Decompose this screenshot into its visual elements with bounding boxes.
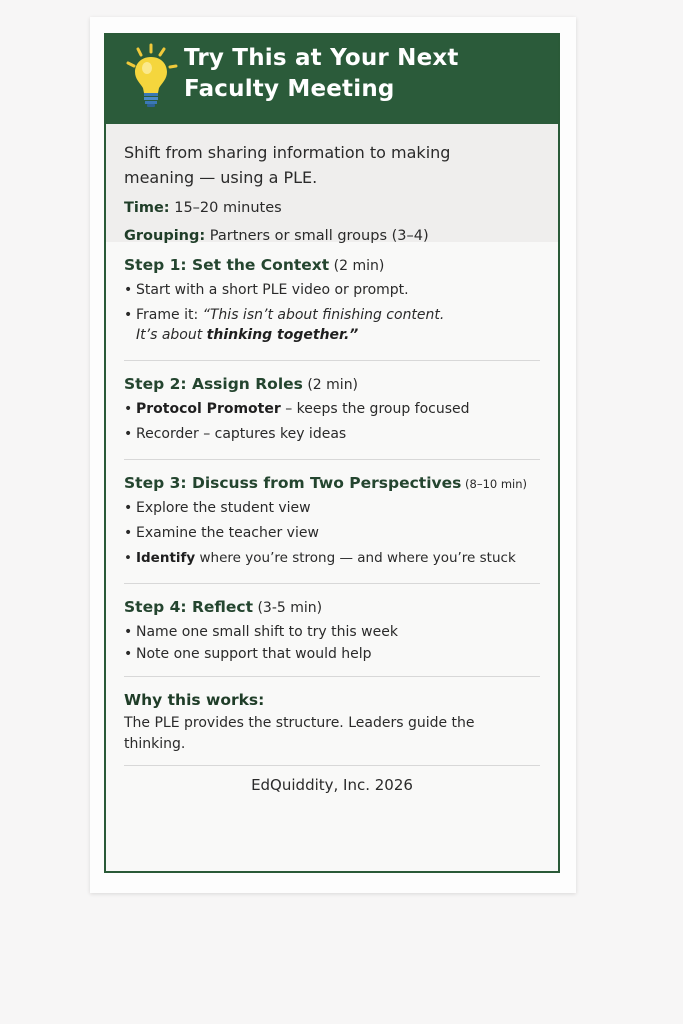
step-2-bullet-2: • Recorder – captures key ideas <box>124 424 540 444</box>
frame-quote-2b: thinking together.” <box>206 327 359 343</box>
title-line-1: Try This at Your Next <box>184 45 459 71</box>
step-1-bullet-2 <box>124 305 540 345</box>
step-1-heading: Step 1: Set the Context <box>124 256 330 274</box>
why-section <box>124 677 540 766</box>
step-2-title <box>124 375 540 393</box>
role-name: Protocol Promoter <box>136 401 281 417</box>
step-4-bullet-2: • Note one support that would help <box>124 644 540 664</box>
handout-sheet <box>90 17 576 893</box>
grouping-label: Grouping: <box>124 228 206 244</box>
intro-lead-line-1: Shift from sharing information to making <box>124 143 451 162</box>
frame-prefix: Frame it: <box>136 307 203 323</box>
frame-quote-1: “This isn’t about finishing content. <box>202 307 445 323</box>
step-4-section <box>124 584 540 677</box>
step-1-section <box>124 242 540 361</box>
footer-copyright: EdQuiddity, Inc. 2026 <box>251 776 413 794</box>
identify-text: where you’re strong — and where you’re stuck <box>195 550 516 566</box>
step-3-section <box>124 460 540 584</box>
time-row <box>124 198 540 218</box>
step-4-bullet-1: • Name one small shift to try this week <box>124 622 540 642</box>
time-value: 15–20 minutes <box>169 200 282 216</box>
step-4-duration: (3-5 min) <box>253 600 323 616</box>
handout-card <box>104 33 560 873</box>
page-title <box>184 43 459 105</box>
step-2-section <box>124 361 540 460</box>
step-3-heading: Step 3: Discuss from Two Perspectives <box>124 474 462 492</box>
intro-lead-line-2: meaning — using a PLE. <box>124 168 318 187</box>
intro-panel <box>106 124 558 242</box>
step-1-bullet-1: • Start with a short PLE video or prompt. <box>124 280 540 300</box>
time-label: Time: <box>124 200 170 216</box>
step-2-duration: (2 min) <box>302 377 359 393</box>
step-2-bullet-1 <box>124 399 540 419</box>
role-desc: – keeps the group focused <box>280 401 470 417</box>
step-3-bullet-3 <box>124 548 540 568</box>
why-body: The PLE provides the structure. Leaders guide the thinking. <box>124 715 475 752</box>
step-4-heading: Step 4: Reflect <box>124 598 254 616</box>
step-1-duration: (2 min) <box>329 258 385 274</box>
frame-quote-2a: It’s about <box>136 327 207 343</box>
step-3-bullet-2: • Examine the teacher view <box>124 523 540 543</box>
step-3-duration: (8–10 min) <box>461 477 528 491</box>
step-3-bullet-1: • Explore the student view <box>124 498 540 518</box>
step-2-heading: Step 2: Assign Roles <box>124 375 303 393</box>
identify-label: Identify <box>136 550 196 566</box>
step-1-title <box>124 256 540 274</box>
why-title: Why this works: <box>124 691 265 709</box>
grouping-value: Partners or small groups (3–4) <box>205 228 429 244</box>
intro-lead <box>124 140 540 190</box>
step-3-title <box>124 474 540 492</box>
step-4-title <box>124 598 540 616</box>
header-banner <box>106 35 558 124</box>
lightbulb-icon <box>124 43 178 109</box>
title-line-2: Faculty Meeting <box>184 76 395 102</box>
